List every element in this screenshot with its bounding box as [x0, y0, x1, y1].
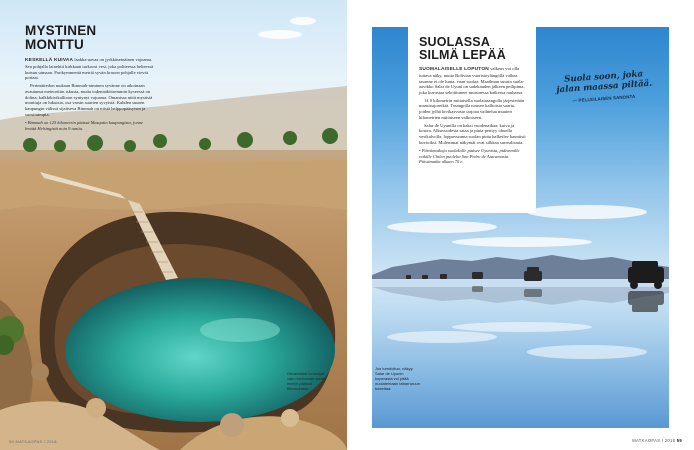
article-body [25, 57, 155, 81]
page-number: 59 [676, 438, 682, 443]
photo-caption: Omanolaist lomailijat vain muutaman sadan metrin päässä Bimmahista. [287, 371, 327, 391]
quote-attribution: — PELLEILAISEN SANONTA [572, 93, 636, 104]
article-paragraph: laakka-aavaa on jyrkkäseinäinen vajoama. Sen pohjalla lainehtii kirkkaan turkoosi vesi, joka poltteessa helteessä kutsuu uimaan. Parikymmentä metriä syvän kraoon pohjalle vievät portaat. [25, 57, 154, 81]
article-paragraph: valkeus voi olla tuttava näky, mutta Bolivian vuoristoylängöllä valkea tasanne ei ole lunta, vaan suolaa. Maailman suurin suola-aavikko Salar de Uyuni on sadekauden jälkeen peilipinta, joka kuvastaa sekoittuneet muistaessa kaikessa rauhassa. [419, 66, 525, 96]
article-paragraph: 14 0 kilometrin mittaisella suolatasangolla järjestetään maastoajoretkiä. Tasangolla nousee kallioisia saaria, joiden jylhä kivikasvusto tarjoaa vaihtelua muuten kilometrien mittaiseen valkoiseen. [419, 97, 525, 120]
page-folio [632, 438, 682, 443]
page-folio: 50 MATKAOPAS I 2018 [9, 439, 57, 444]
article-title: MYSTINEN MONTTU [25, 23, 97, 53]
article-body [419, 66, 527, 96]
article-paragraph: Salar de Uyunilla on kaksi vuodenaikaa: kuiva ja kostea. Alkuvuodesta sataa ja pinta peittyy ohuella vesikalvolla, loppuvuonna suolan pinta halkeilee kauniisti kuvioiksi. Molemmat näkymät ovat silkkaa surrealismia. [419, 122, 526, 145]
photo-caption: Jos tumdoituu, näkyy. Salar de Uyunin kuperasta voi pitää nuolatehtaan tabarruruun tuteeltaa. [375, 366, 420, 391]
title-line: SILMÄ LEPÄÄ [419, 48, 506, 63]
article-lead: KESKELLÄ KUIVAA [25, 58, 74, 64]
magazine-name: MATKAOPAS I 2018 [632, 438, 676, 443]
article-info: • Päivämatkoja suolakolle pääsee Uyunista, pidemmille retkille Chilen puolelta San Pedro de Atacamasta. Päivämatka alkaen 70 e. [419, 148, 520, 165]
article-info: • Bimmah on 125 kilometrin päässä Masqatin kaupungista, jonne lentää Helsingistä noin 9 tuntia. [25, 120, 143, 131]
article-lead: SUOMALAISELLE LOPUTON [419, 67, 489, 73]
left-article [25, 24, 155, 131]
article-paragraph: Perimätiedon mukaan Bimmah-niminen syvänne on aikoinaan avautunut meteoriitin iskusta, mutta todennäköisemmin kyseessä on dolina, kalkkikivikallioon syntynyt vajoama. Omanissa niitä mystisiä monttuja on lukuisia, osa varsin suurten syvyisiä. Kahden suuren kaupungin välissä sijaitseva Bimmah on niistä helppopääsyisin ja suosituimpia. [25, 83, 153, 117]
title-line: SUOLASSA [419, 35, 491, 49]
quote-text: Suola soon, joka jalan maassa piltää. [556, 69, 653, 96]
right-article [419, 36, 527, 165]
article-title [419, 36, 527, 62]
pull-quote [554, 69, 654, 104]
